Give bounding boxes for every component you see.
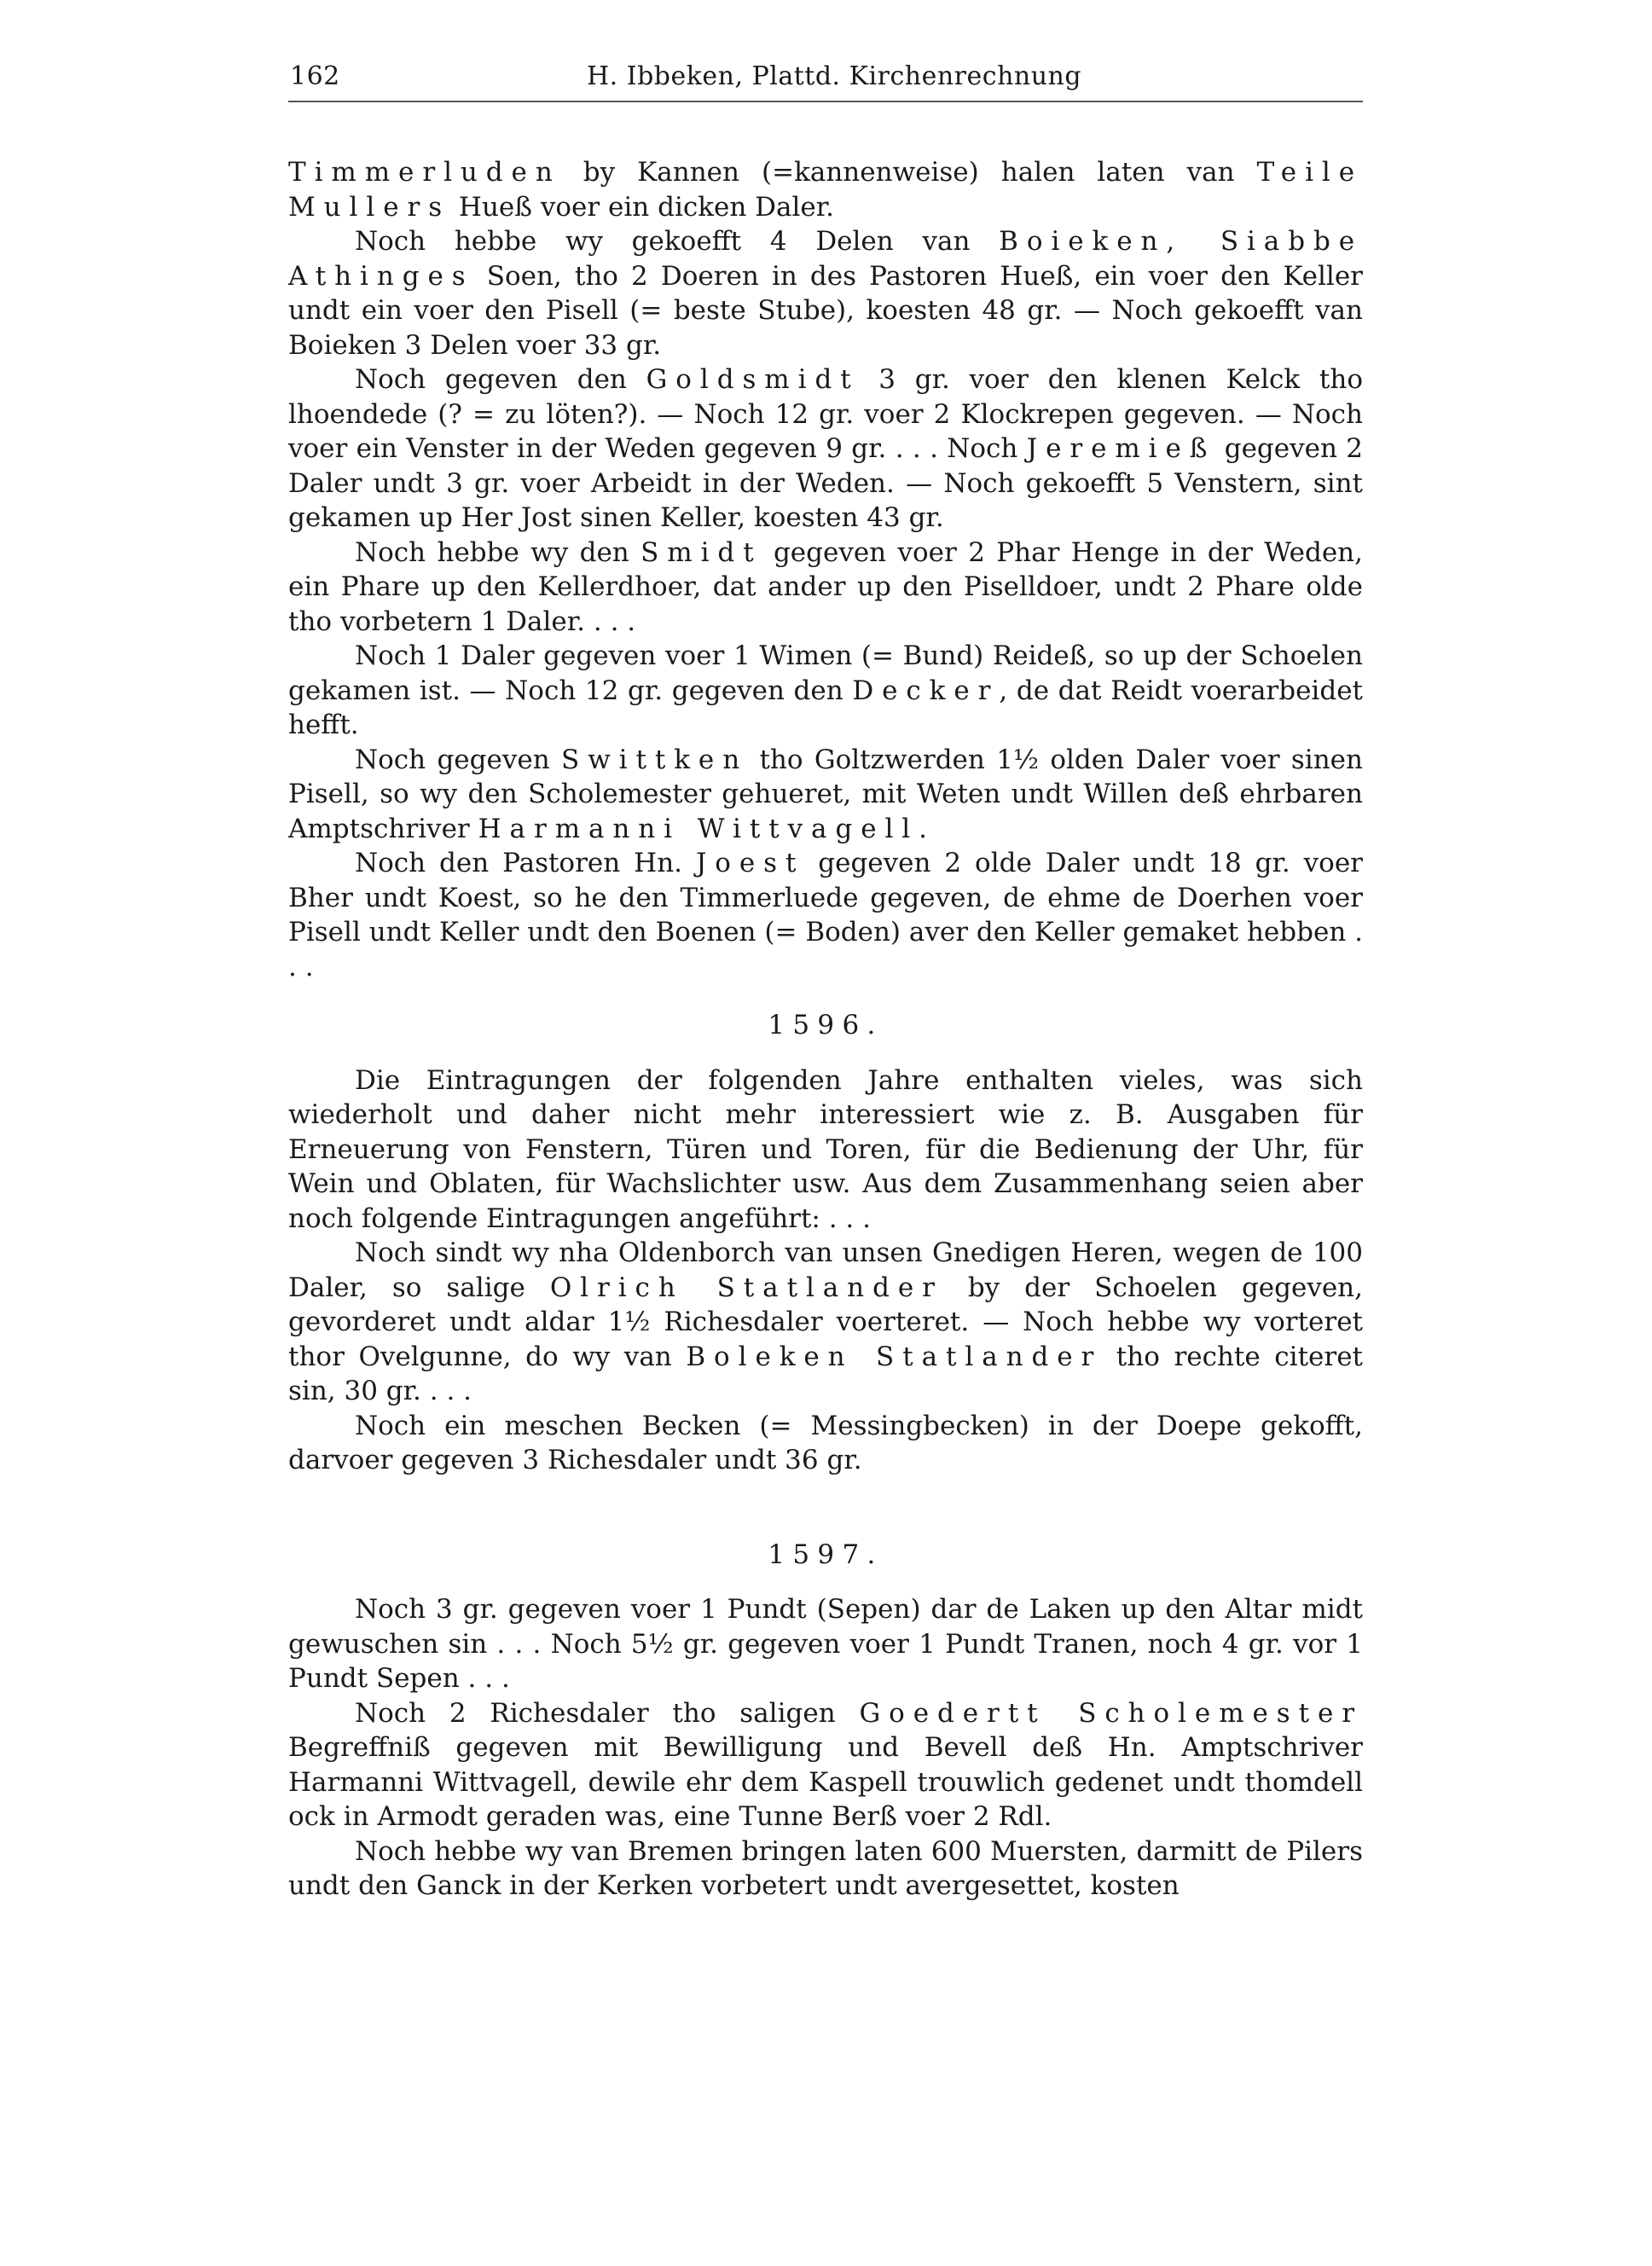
paragraph <box>288 1834 1363 1904</box>
running-head <box>263 53 1388 96</box>
year-heading-1597: 1597. <box>768 1539 884 1570</box>
text-run: Noch sindt wy nha Oldenborch van unsen Gnedigen Heren, wegen de 100 Daler, so salige <box>288 1237 1363 1303</box>
spaced-name: Decker <box>852 675 1000 706</box>
paragraph <box>288 639 1363 743</box>
text-run: Noch gegeven <box>355 744 562 775</box>
book-page <box>263 53 1388 2236</box>
paragraph <box>288 1592 1363 1696</box>
paragraph <box>288 846 1363 984</box>
text-run: gegeven voer 2 Phar Henge in der Weden, ein Phare up den Kellerdhoer, dat ander up den Piselldoer, undt 2 Phare olde tho vorbetern 1 Daler. . . . <box>288 536 1363 637</box>
text-run: Noch hebbe wy gekoefft 4 Delen van <box>355 226 1000 257</box>
text-run: . <box>919 813 928 844</box>
text-run: tho Goltzwerden 1½ olden Daler voer sinen Pisell, so wy den Scholemester gehueret, mit Weten undt Willen deß ehrbaren Amptschriver <box>288 744 1363 844</box>
paragraph <box>288 536 1363 640</box>
running-title: H. Ibbeken, Plattd. Kirchenrechnung <box>587 61 1082 91</box>
text-run: Noch 3 gr. gegeven voer 1 Pundt (Sepen) dar de Laken up den Altar midt gewuschen sin . . . Noch 5½ gr. gegeven voer 1 Pundt Tranen, noch 4 gr. vor 1 Pundt Sepen . . . <box>288 1594 1363 1694</box>
year-heading-1596: 1596. <box>768 1010 884 1040</box>
text-run: Soen, tho 2 Doeren in des Pastoren Hueß, ein voer den Keller undt ein voer den Pisell (= beste Stube), koesten 48 gr. — Noch gekoefft van Boieken 3 Delen voer 33 gr. <box>288 260 1363 361</box>
paragraph <box>288 1696 1363 1834</box>
spaced-name: Joest <box>695 848 805 878</box>
paragraph <box>288 362 1363 536</box>
paragraph <box>288 1063 1363 1237</box>
text-run: Noch gegeven den <box>355 364 646 395</box>
text-run: Noch hebbe wy den <box>355 536 641 568</box>
text-run: Die Eintragungen der folgenden Jahre enthalten vieles, was sich wiederholt und daher nicht mehr interessiert wie z. B. Ausgaben für Erneuerung von Fenstern, Türen und Toren, für die Bedienung der Uhr, für Wein und Oblaten, für Wachslichter usw. Aus dem Zusammenhang seien aber noch folgende Eintragungen angeführt: . . . <box>288 1064 1363 1234</box>
text-run: Noch 1 Daler gegeven voer 1 Wimen (= Bund) Reideß, so up der Schoelen gekamen ist. — Noch 12 gr. gegeven den <box>288 640 1363 706</box>
spaced-name: Olrich Statlander <box>549 1272 943 1303</box>
text-run: 3 gr. voer den klenen Kelck tho lhoendede (? = zu löten?). — Noch 12 gr. voer 2 Klockrepen gegeven. — Noch voer ein Venster in der Weden gegeven 9 gr. . . . Noch <box>288 364 1363 464</box>
paragraph <box>288 1236 1363 1409</box>
spaced-name: Swittken <box>561 744 749 775</box>
spaced-name: Boieken, Siabbe Athinges <box>288 226 1364 292</box>
spaced-name: Smidt <box>641 536 762 568</box>
header-rule <box>288 101 1363 102</box>
spaced-name: Teile Mullers <box>288 157 1363 223</box>
page-body <box>288 155 1363 1904</box>
spaced-name: Timmerluden <box>288 157 561 188</box>
spaced-name: Harmanni Wittvagell <box>478 813 919 844</box>
paragraph <box>288 1409 1363 1478</box>
paragraph <box>288 743 1363 847</box>
paragraph <box>288 224 1363 362</box>
text-run: tho rechte citeret sin, 30 gr. . . . <box>288 1341 1363 1406</box>
text-run: Noch ein meschen Becken (= Messingbecken) in der Doepe gekofft, darvoer gegeven 3 Richesdaler undt 36 gr. <box>288 1410 1363 1475</box>
spaced-name: Goldsmidt <box>646 364 860 395</box>
text-run: Noch hebbe wy van Bremen bringen laten 600 Muersten, darmitt de Pilers undt den Ganck in der Kerken vorbetert undt avergesettet, kosten <box>288 1835 1363 1901</box>
text-run: by der Schoelen gegeven, gevorderet undt aldar 1½ Richesdaler voerteret. — Noch hebbe wy vorteret thor Ovelgunne, do wy van <box>288 1272 1364 1372</box>
page-number: 162 <box>290 61 340 91</box>
text-run: Noch den Pastoren Hn. <box>355 848 696 878</box>
text-run: , de dat Reidt voerarbeidet hefft. <box>288 675 1363 740</box>
text-run: by Kannen (=kannenweise) halen laten van <box>560 157 1257 188</box>
text-run: gegeven 2 olde Daler undt 18 gr. voer Bher undt Koest, so he den Timmerluede gegeven, de ehme de Doerhen voer Pisell undt Keller undt den Boenen (= Boden) aver den Keller gemaket hebben . . . <box>288 848 1363 982</box>
text-run: Noch 2 Richesdaler tho saligen <box>355 1697 860 1729</box>
spaced-name: Jeremieß <box>1026 433 1216 464</box>
paragraph <box>288 155 1363 224</box>
text-run: Begreffniß gegeven mit Bewilligung und Bevell deß Hn. Amptschriver Harmanni Wittvagell, dewile ehr dem Kaspell trouwlich gedenet undt thomdell ock in Armodt geraden was, eine Tunne Berß voer 2 Rdl. <box>288 1732 1363 1832</box>
text-run: gegeven 2 Daler undt 3 gr. voer Arbeidt in der Weden. — Noch gekoefft 5 Venstern, sint gekamen up Her Jost sinen Keller, koesten 43 gr. <box>288 433 1363 533</box>
spaced-name: Goedertt Scholemester <box>859 1697 1363 1729</box>
text-run: Hueß voer ein dicken Daler. <box>450 191 835 223</box>
spaced-name: Boleken Statlander <box>686 1341 1103 1372</box>
